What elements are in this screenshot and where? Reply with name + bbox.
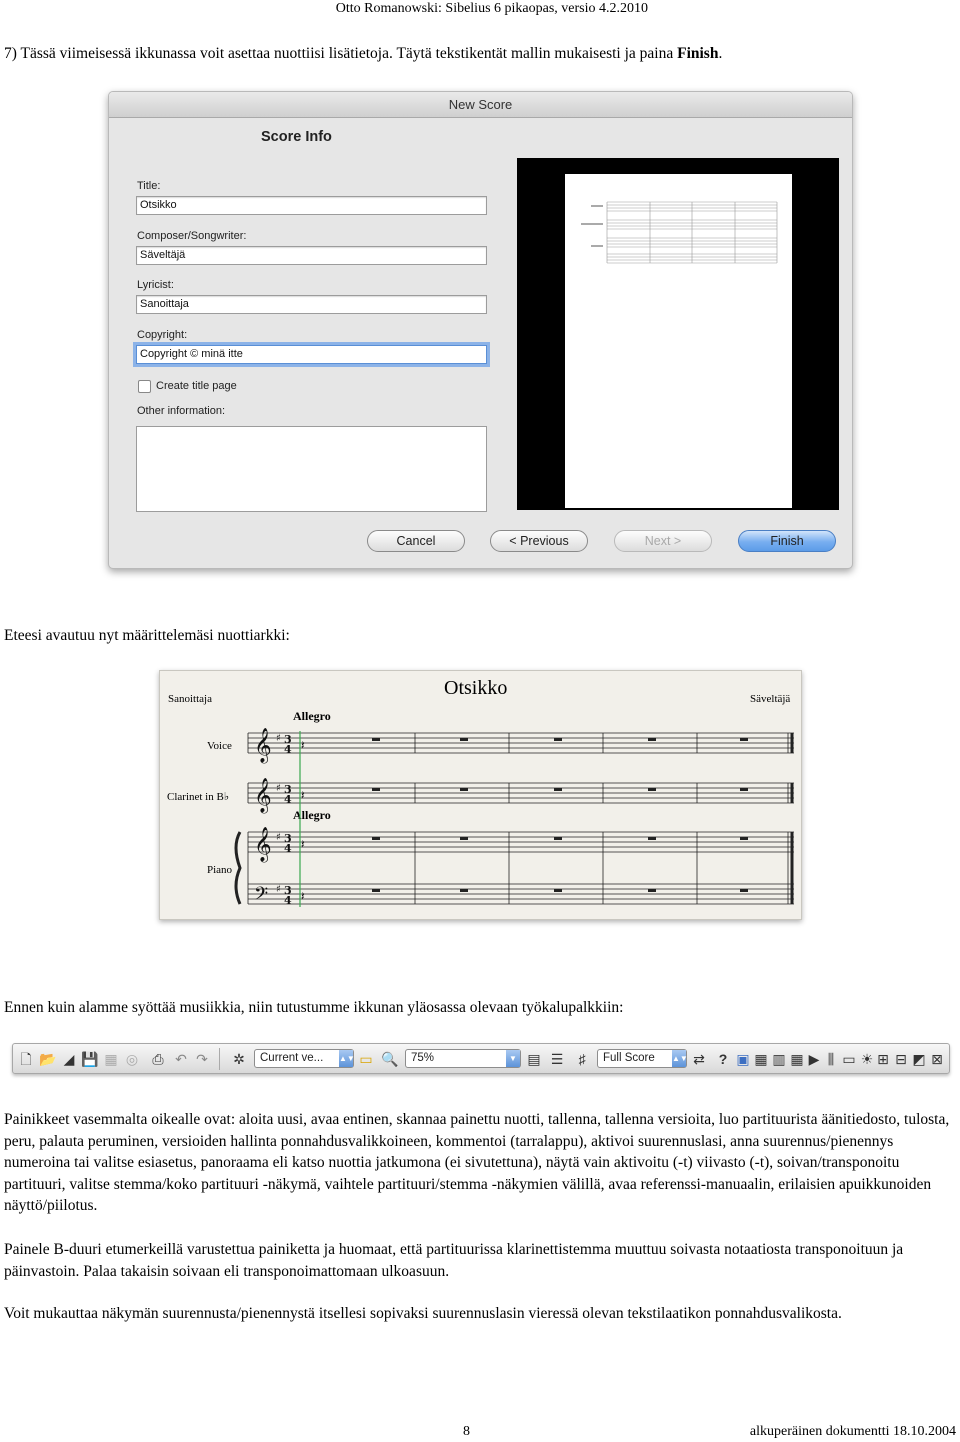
- intro-paragraph: 7) Tässä viimeisessä ikkunassa voit asettaa nuottiisi lisätietoja. Täytä tekstikentät mallin mukaisesti ja paina Finish.: [4, 45, 723, 62]
- tempo-marking-piano: Allegro: [293, 808, 331, 822]
- score-composer: Säveltäjä: [750, 693, 791, 705]
- playback-icon[interactable]: ▦: [790, 1051, 804, 1067]
- version-select-arrow-icon: ▲▼: [339, 1050, 353, 1067]
- focus-staves-icon[interactable]: ☰: [550, 1051, 564, 1067]
- svg-text:4: 4: [284, 743, 292, 756]
- previous-button[interactable]: < Previous: [490, 530, 588, 552]
- mixer-icon[interactable]: ▥: [772, 1051, 786, 1067]
- part-select-arrow-icon: ▲▼: [672, 1050, 686, 1067]
- toolbar-separator: [219, 1048, 220, 1070]
- svg-text:3: 3: [284, 783, 292, 796]
- undo-icon[interactable]: ↶: [175, 1051, 187, 1067]
- svg-text:♯: ♯: [276, 783, 281, 794]
- svg-text:♯: ♯: [276, 884, 281, 895]
- instrument-voice: Voice: [207, 740, 232, 752]
- cancel-button[interactable]: Cancel: [367, 530, 465, 552]
- zoom-select-arrow-icon: ▼: [506, 1050, 520, 1067]
- finish-button[interactable]: Finish: [738, 530, 836, 552]
- scan-icon[interactable]: ◢: [63, 1051, 75, 1067]
- lyricist-field[interactable]: Sanoittaja: [136, 295, 487, 314]
- keypad-icon[interactable]: ▦: [754, 1051, 768, 1067]
- lyricist-label: Lyricist:: [137, 279, 174, 291]
- other-info-textarea[interactable]: [136, 426, 487, 512]
- svg-text:𝄽: 𝄽: [301, 837, 305, 851]
- other-info-label: Other information:: [137, 405, 226, 417]
- create-title-page-label: Create title page: [156, 380, 237, 392]
- new-file-icon[interactable]: 🗋: [20, 1051, 32, 1067]
- finish-bold: Finish: [677, 45, 719, 62]
- copyright-field[interactable]: Copyright © minä itte: [136, 345, 487, 364]
- lightbulb-icon[interactable]: ☀: [860, 1051, 874, 1067]
- switch-part-icon[interactable]: ⇄: [693, 1051, 705, 1067]
- zoom-select[interactable]: 75% ▼: [405, 1049, 521, 1068]
- page-header: Otto Romanowski: Sibelius 6 pikaopas, versio 4.2.2010: [335, 1, 648, 16]
- svg-text:4: 4: [284, 793, 292, 806]
- open-file-icon[interactable]: 📂: [39, 1051, 57, 1067]
- score-preview: [517, 158, 839, 510]
- video-icon[interactable]: ⊟: [895, 1051, 907, 1067]
- instrument-piano: Piano: [207, 864, 233, 876]
- next-button[interactable]: Next >: [614, 530, 712, 552]
- paragraph-score-intro: Eteesi avautuu nyt määrittelemäsi nuottiarkki:: [4, 627, 290, 644]
- paragraph-toolbar-intro: Ennen kuin alamme syöttää musiikkia, niin tutustumme ikkunan yläosassa olevaan työkalupalkkiin:: [4, 999, 624, 1016]
- paragraph-zoom: Voit mukauttaa näkymän suurennusta/pienennystä itsellesi sopivaksi suurennuslasin vieressä olevan tekstilaatikon ponnahdusvalikosta.: [4, 1305, 842, 1322]
- score-title: Otsikko: [444, 677, 508, 699]
- transposing-score-icon[interactable]: ♯: [578, 1051, 586, 1067]
- svg-text:𝄞: 𝄞: [254, 728, 272, 763]
- help-icon[interactable]: ?: [718, 1051, 728, 1067]
- dialog-heading: Score Info: [261, 129, 332, 145]
- score-staves: [160, 671, 802, 920]
- svg-text:𝄢: 𝄢: [254, 884, 269, 909]
- composer-field[interactable]: Säveltäjä: [136, 246, 487, 265]
- save-version-icon[interactable]: ▦: [104, 1051, 118, 1067]
- panel-icon[interactable]: ◩: [912, 1051, 926, 1067]
- zoom-magnifier-icon[interactable]: 🔍: [381, 1051, 399, 1067]
- svg-text:3: 3: [284, 733, 292, 746]
- instrument-clarinet: Clarinet in B♭: [167, 791, 230, 803]
- svg-text:3: 3: [284, 832, 292, 845]
- svg-text:𝄽: 𝄽: [301, 889, 305, 903]
- paragraph-buttons: Painikkeet vasemmalta oikealle ovat: aloita uusi, avaa entinen, skannaa painettu nuotti, tallenna, tallenna versioita, luo partituurista äänitiedosto, tulosta, peru, palauta peruminen, versioiden hallinta ponnahdusvalikkoineen, kommentoi (tarralappu), aktivoi suurennuslasi, anna suurennus/pienennys numeroina tai valitse esiasetus, panoraama eli katso nuottia jatkumona (ei sivutettuna), näytä vain aktivoitu (-t) viivasto (-t), soivan/transponoitu partituuri, valitse stemma/koko partituuri -näkymä, vaihtele partituuri/stemma -näkymien välillä, avaa referenssi-manuaalin, erilaisien apuikkunoiden näyttö/piilotus.: [4, 1111, 950, 1214]
- svg-text:𝄽: 𝄽: [301, 788, 305, 802]
- svg-text:♯: ♯: [276, 733, 281, 744]
- title-field[interactable]: Otsikko: [136, 196, 487, 215]
- comment-icon[interactable]: ▭: [359, 1051, 373, 1067]
- svg-text:♯: ♯: [276, 832, 281, 843]
- footer-note: alkuperäinen dokumentti 18.10.2004: [749, 1424, 956, 1439]
- paragraph-transpose: Painele B-duuri etumerkeillä varustettua painiketta ja huomaat, että partituurissa klarinettistemma muuttuu soivasta notaatiosta transponoituun ja päinvastoin. Palaa takaisin soivaan eli transponoimattomaan ulkoasuun.: [4, 1241, 904, 1280]
- redo-icon[interactable]: ↷: [196, 1051, 208, 1067]
- play-icon[interactable]: ▶: [808, 1051, 820, 1067]
- score-lyricist: Sanoittaja: [168, 693, 212, 705]
- score-sheet: [159, 670, 802, 920]
- sibelius-toolbar: [12, 1043, 950, 1074]
- svg-text:4: 4: [284, 894, 292, 907]
- page-number: 8: [463, 1424, 470, 1439]
- dialog-title-bar: New Score: [109, 92, 852, 118]
- svg-text:3: 3: [284, 884, 292, 897]
- export-audio-icon[interactable]: ◎: [125, 1051, 139, 1067]
- svg-text:𝄽: 𝄽: [301, 738, 305, 752]
- preview-page: [565, 174, 792, 508]
- navigator-icon[interactable]: ▣: [736, 1051, 750, 1067]
- create-title-page-checkbox[interactable]: [138, 380, 151, 393]
- title-label: Title:: [137, 180, 161, 192]
- new-score-dialog: [108, 91, 853, 569]
- composer-label: Composer/Songwriter:: [137, 230, 247, 242]
- ideas-icon[interactable]: ▭: [842, 1051, 856, 1067]
- preview-staves: [565, 174, 792, 508]
- properties-icon[interactable]: ⊞: [877, 1051, 889, 1067]
- part-score-select[interactable]: Full Score ▲▼: [597, 1049, 687, 1068]
- tempo-marking-top: Allegro: [293, 709, 331, 723]
- save-icon[interactable]: 💾: [81, 1051, 99, 1067]
- window-toggle-icon[interactable]: ⊠: [931, 1051, 943, 1067]
- svg-text:4: 4: [284, 842, 292, 855]
- svg-text:𝄞: 𝄞: [254, 778, 272, 813]
- print-icon[interactable]: ⎙: [152, 1051, 164, 1067]
- panorama-icon[interactable]: ▤: [527, 1051, 541, 1067]
- version-select[interactable]: Current ve... ▲▼: [254, 1049, 354, 1068]
- svg-text:𝄞: 𝄞: [254, 827, 272, 862]
- faders-icon[interactable]: ⫼: [827, 1051, 835, 1067]
- copyright-label: Copyright:: [137, 329, 188, 341]
- versions-icon[interactable]: ✲: [233, 1051, 245, 1067]
